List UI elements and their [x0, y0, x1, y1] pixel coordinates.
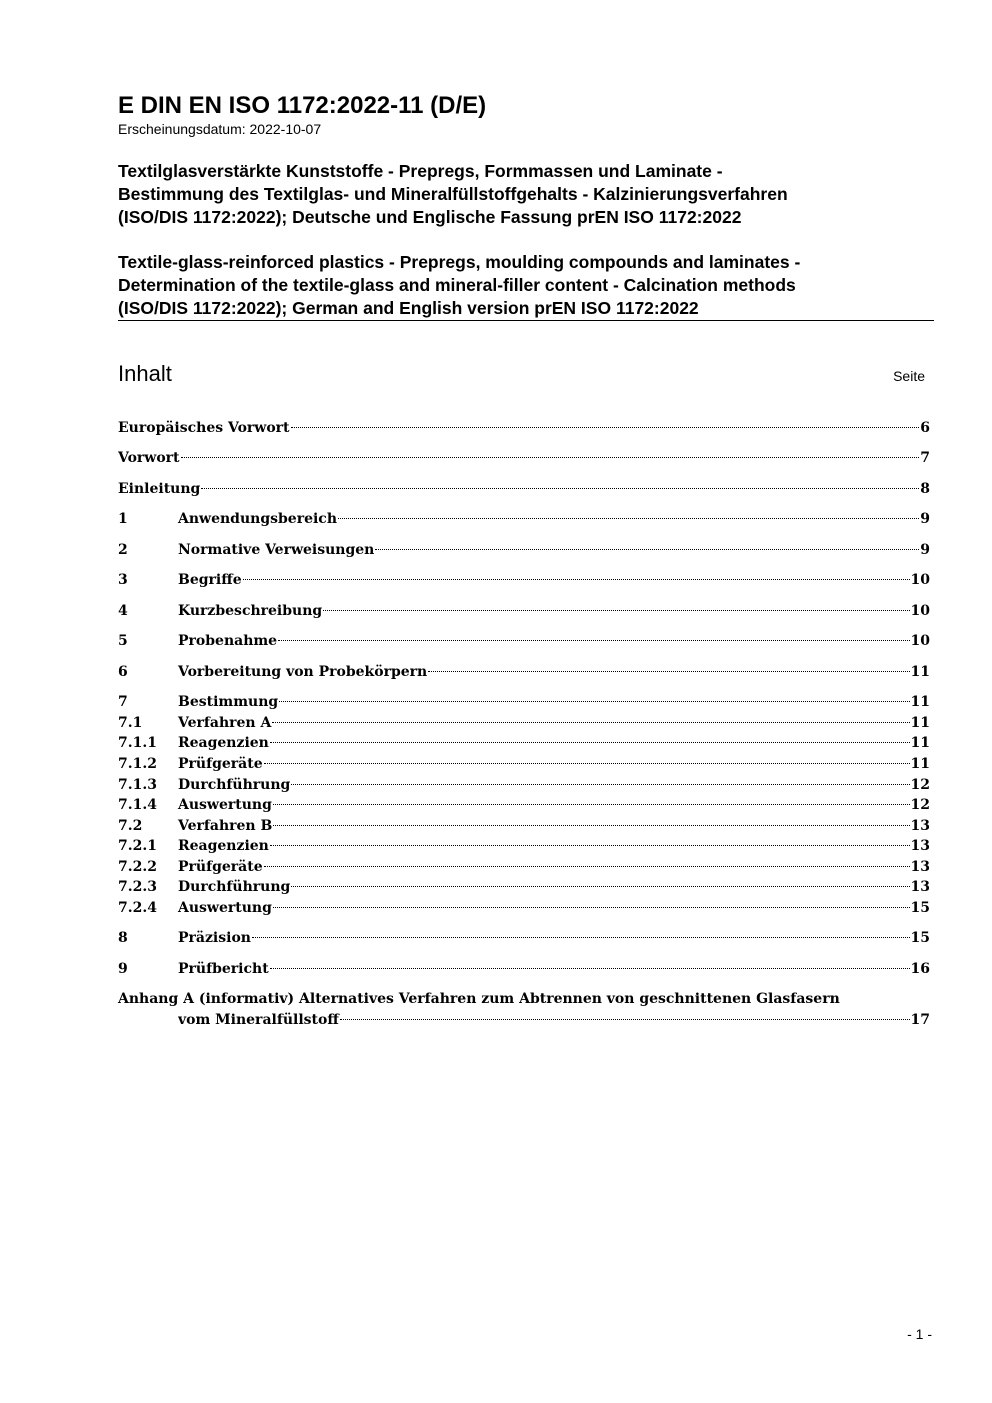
toc-dot-leader	[270, 742, 910, 743]
title-english-line: Determination of the textile-glass and mineral-filler content - Calcination methods	[118, 275, 796, 295]
toc-dot-leader	[323, 610, 909, 611]
toc-entry-page: 7	[920, 450, 930, 466]
toc-entry-page: 13	[910, 879, 930, 895]
toc-entry-page: 10	[910, 633, 930, 649]
toc-entry-number: 4	[118, 603, 128, 619]
title-english-line: Textile-glass-reinforced plastics - Prepregs, moulding compounds and laminates -	[118, 252, 801, 272]
title-german-line: Bestimmung des Textilglas- und Mineralfüllstoffgehalts - Kalzinierungsverfahren	[118, 184, 788, 204]
toc-entry-title: Vorbereitung von Probekörpern	[178, 664, 428, 680]
toc-dot-leader	[291, 886, 909, 887]
toc-entry[interactable]	[118, 662, 930, 682]
toc-entry-number: 7.1.3	[118, 777, 157, 793]
toc-entry-title: Vorwort	[118, 450, 180, 466]
toc-entry[interactable]	[118, 816, 930, 836]
toc-entry-page: 11	[910, 756, 930, 772]
toc-dot-leader	[270, 968, 910, 969]
toc-dot-leader	[278, 640, 909, 641]
toc-entry-title: Kurzbeschreibung	[178, 603, 323, 619]
toc-entry-title: Prüfgeräte	[178, 756, 263, 772]
toc-entry-page: 10	[910, 603, 930, 619]
toc-entry-title: Bestimmung	[178, 694, 279, 710]
toc-entry-number: 7.2.2	[118, 859, 157, 875]
toc-entry-title: Auswertung	[178, 900, 272, 916]
toc-entry[interactable]	[118, 775, 930, 795]
toc-entry-number: 7.2.1	[118, 838, 157, 854]
toc-entry-title: Auswertung	[178, 797, 272, 813]
toc-heading: Inhalt	[118, 361, 172, 386]
toc-entry-page: 11	[910, 664, 930, 680]
toc-entry[interactable]	[118, 479, 930, 499]
toc-dot-leader	[243, 579, 910, 580]
toc-entry-page: 11	[910, 715, 930, 731]
toc-entry[interactable]	[118, 836, 930, 856]
toc-dot-leader	[291, 427, 920, 428]
toc-entry-title: Probenahme	[178, 633, 278, 649]
toc-page-label: Seite	[893, 368, 925, 384]
toc-entry[interactable]	[118, 898, 930, 918]
toc-entry-page: 15	[910, 900, 930, 916]
toc-entry[interactable]	[118, 631, 930, 651]
toc-entry-page: 11	[910, 694, 930, 710]
title-german-line: Textilglasverstärkte Kunststoffe - Prepregs, Formmassen und Laminate -	[118, 161, 723, 181]
toc-entry-page: 9	[920, 542, 930, 558]
toc-entry-title: Verfahren B	[178, 818, 273, 834]
toc-dot-leader	[181, 457, 920, 458]
toc-entry[interactable]	[118, 448, 930, 468]
toc-dot-leader	[272, 722, 909, 723]
toc-entry-title: Reagenzien	[178, 838, 269, 854]
title-divider	[118, 320, 934, 321]
document-code: E DIN EN ISO 1172:2022-11 (D/E)	[118, 92, 487, 119]
toc-entry-title: Einleitung	[118, 481, 201, 497]
title-english	[118, 251, 930, 320]
title-english-line: (ISO/DIS 1172:2022); German and English version prEN ISO 1172:2022	[118, 298, 699, 318]
toc-entry-page: 11	[910, 735, 930, 751]
toc-entry-number: 5	[118, 633, 128, 649]
toc-annex-entry[interactable]	[178, 1010, 930, 1030]
toc-dot-leader	[252, 937, 910, 938]
toc-entry[interactable]	[118, 928, 930, 948]
toc-dot-leader	[273, 825, 909, 826]
toc-entry-number: 7.1.1	[118, 735, 157, 751]
toc-entry[interactable]	[118, 754, 930, 774]
toc-entry-page: 16	[910, 961, 930, 977]
toc-dot-leader	[428, 671, 909, 672]
toc-entry-title: Prüfbericht	[178, 961, 269, 977]
toc-entry[interactable]	[118, 713, 930, 733]
toc-entry-title: Präzision	[178, 930, 251, 946]
toc-entry-page: 13	[910, 838, 930, 854]
toc-entry-number: 7.2.3	[118, 879, 157, 895]
toc-entry-page: 12	[910, 777, 930, 793]
toc-entry-page: 15	[910, 930, 930, 946]
publication-date: Erscheinungsdatum: 2022-10-07	[118, 121, 322, 137]
toc-entry-page: 10	[910, 572, 930, 588]
toc-entry-number: 7.2	[118, 818, 143, 834]
toc-entry-number: 8	[118, 930, 128, 946]
toc-entry-page: 8	[920, 481, 930, 497]
page-number: - 1 -	[907, 1326, 932, 1342]
toc-entry-page: 13	[910, 818, 930, 834]
toc-entry-page: 12	[910, 797, 930, 813]
toc-entry-page: 6	[920, 420, 930, 436]
toc-entry-title: Begriffe	[178, 572, 242, 588]
toc-entry-page: 9	[920, 511, 930, 527]
toc-entry[interactable]	[118, 509, 930, 529]
title-german-line: (ISO/DIS 1172:2022); Deutsche und Englische Fassung prEN ISO 1172:2022	[118, 207, 742, 227]
toc-entry[interactable]	[118, 959, 930, 979]
toc-entry[interactable]	[118, 733, 930, 753]
toc-entry-number: 3	[118, 572, 128, 588]
toc-dot-leader	[340, 1019, 910, 1020]
toc-dot-leader	[338, 518, 919, 519]
toc-dot-leader	[279, 701, 909, 702]
toc-entry-number: 7.1.4	[118, 797, 157, 813]
toc-entry-number: 7.1.2	[118, 756, 157, 772]
toc-entry[interactable]	[118, 857, 930, 877]
toc-entry[interactable]	[118, 692, 930, 712]
toc-annex-page: 17	[910, 1012, 930, 1028]
toc-dot-leader	[273, 804, 910, 805]
toc-dot-leader	[273, 907, 910, 908]
toc-entry-number: 7	[118, 694, 128, 710]
toc-dot-leader	[291, 784, 909, 785]
toc-entry-number: 7.2.4	[118, 900, 157, 916]
toc-dot-leader	[264, 866, 910, 867]
toc-entry-title: Normative Verweisungen	[178, 542, 375, 558]
toc-entry-number: 7.1	[118, 715, 143, 731]
toc-entry-title: Prüfgeräte	[178, 859, 263, 875]
toc-annex-title-continued: vom Mineralfüllstoff	[178, 1012, 339, 1028]
toc-entry-title: Verfahren A	[178, 715, 272, 731]
toc-entry-number: 1	[118, 511, 128, 527]
toc-entry[interactable]	[118, 418, 930, 438]
toc-entry-title: Europäisches Vorwort	[118, 420, 290, 436]
toc-entry-page: 13	[910, 859, 930, 875]
title-german	[118, 160, 930, 229]
toc-dot-leader	[201, 488, 919, 489]
toc-entry[interactable]	[118, 877, 930, 897]
toc-entry[interactable]	[118, 570, 930, 590]
toc-entry[interactable]	[118, 601, 930, 621]
toc-dot-leader	[270, 845, 910, 846]
toc-entry-title: Durchführung	[178, 777, 291, 793]
toc-entry[interactable]	[118, 795, 930, 815]
toc-entry-title: Durchführung	[178, 879, 291, 895]
toc-entry-number: 6	[118, 664, 128, 680]
toc-annex-title[interactable]: Anhang A (informativ) Alternatives Verfahren zum Abtrennen von geschnittenen Glasfasern	[118, 991, 840, 1007]
toc-entry-title: Anwendungsbereich	[178, 511, 337, 527]
toc-entry-title: Reagenzien	[178, 735, 269, 751]
toc-entry[interactable]	[118, 540, 930, 560]
toc-entry-number: 2	[118, 542, 128, 558]
toc-dot-leader	[264, 763, 910, 764]
toc-entry-number: 9	[118, 961, 128, 977]
toc-dot-leader	[375, 549, 919, 550]
